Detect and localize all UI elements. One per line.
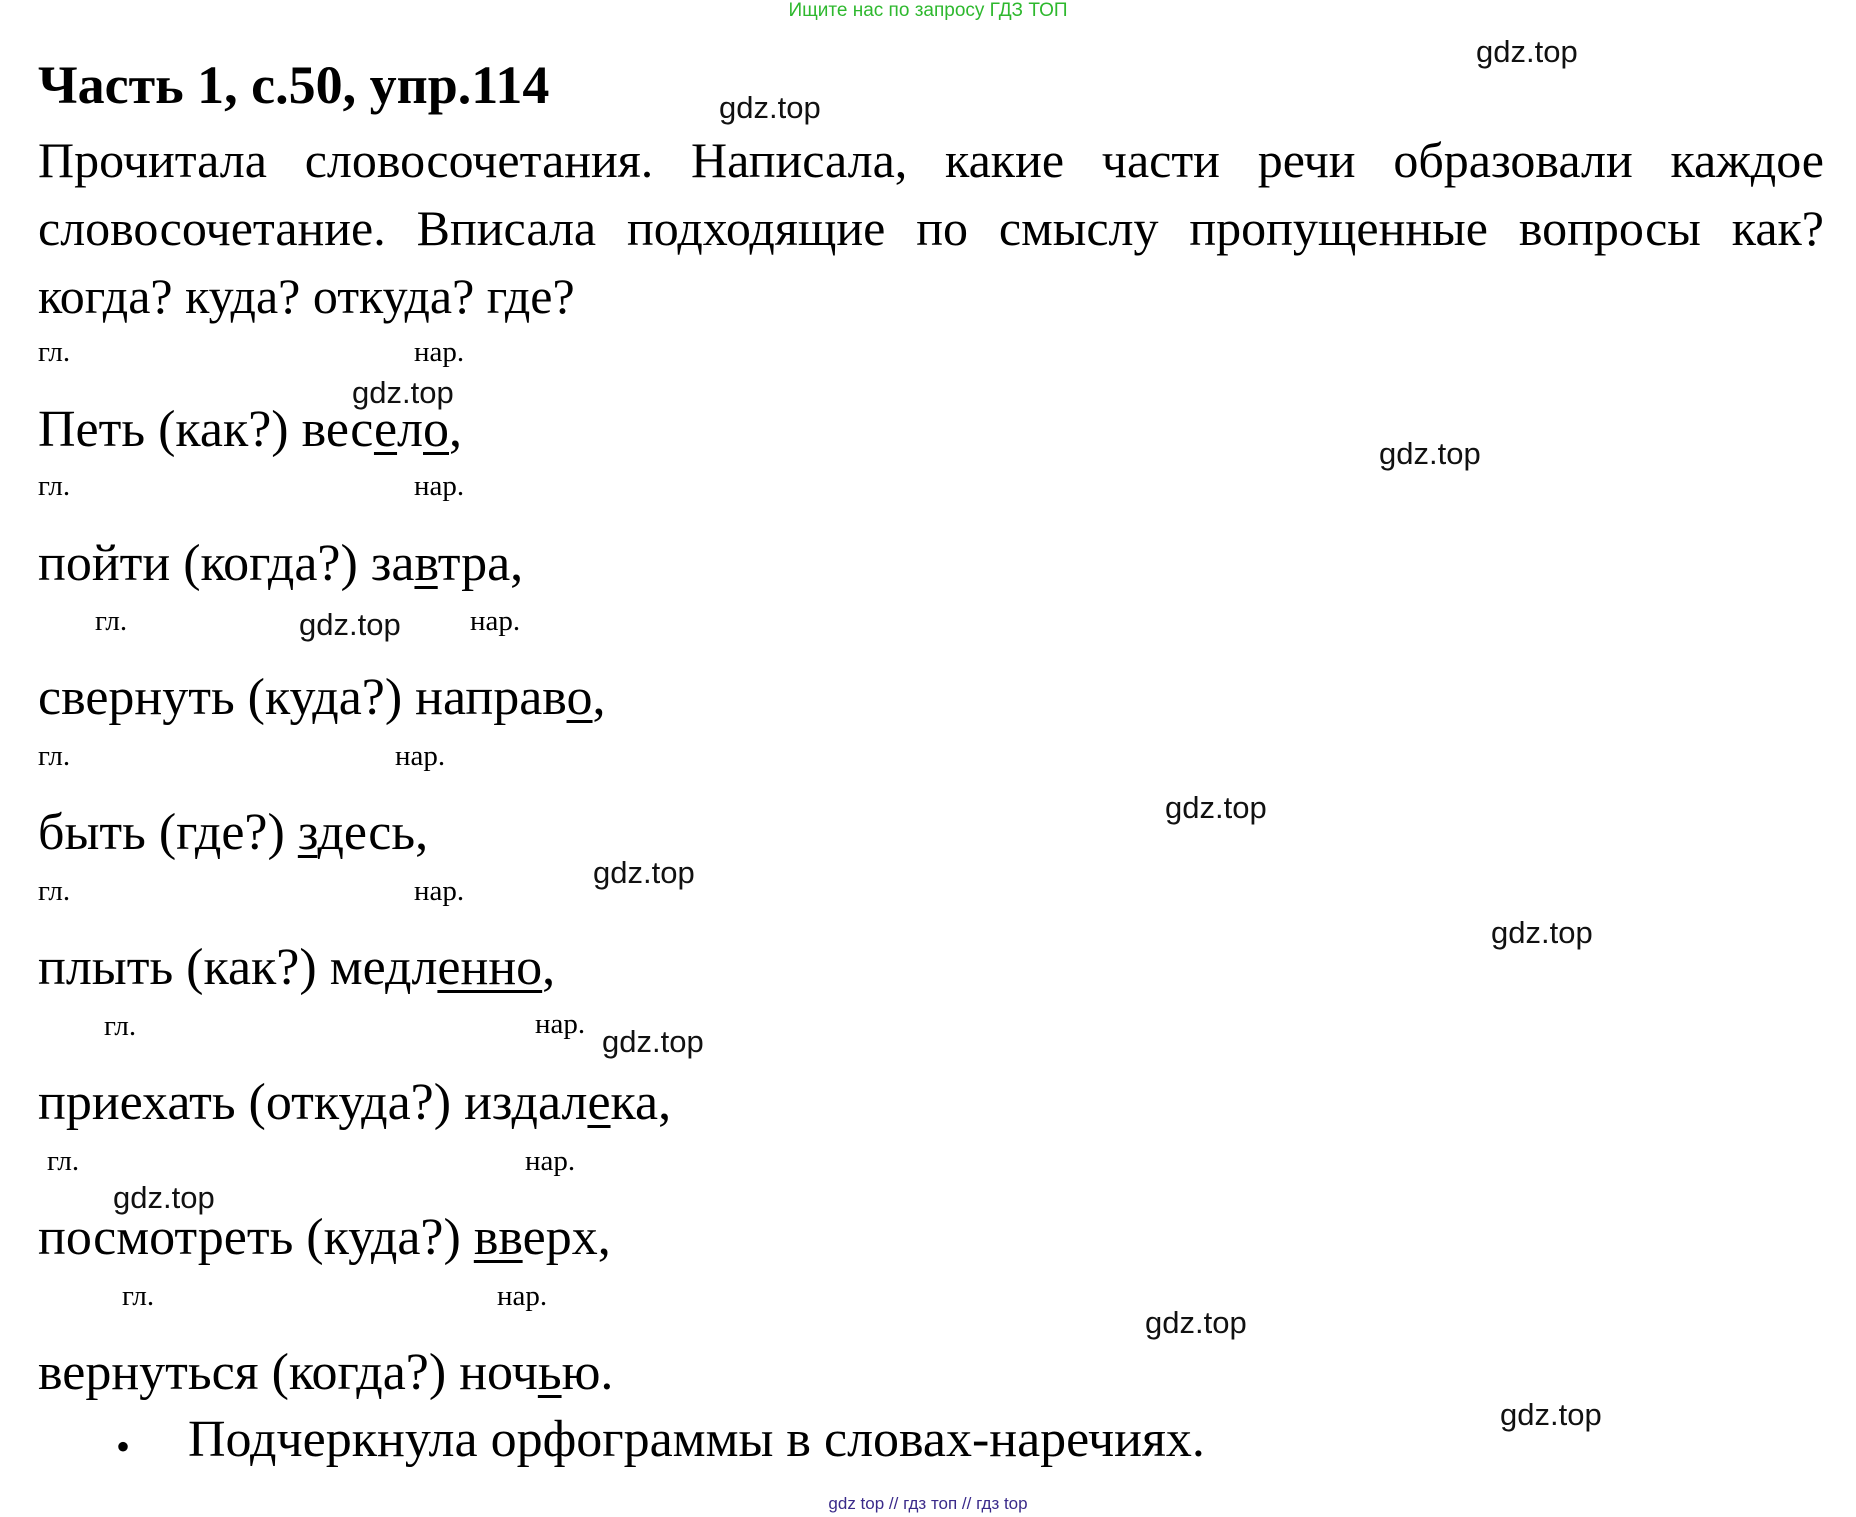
- phrase-5: плыть (как?) медленно,: [38, 939, 556, 996]
- bullet-text: Подчеркнула орфограммы в словах-наречиях.: [188, 1411, 1205, 1468]
- adverb-label: нар.: [535, 1008, 586, 1040]
- search-hint-link[interactable]: Ищите нас по запросу ГДЗ ТОП: [788, 0, 1068, 21]
- adverb-label: нар.: [414, 336, 465, 368]
- watermark: gdz.top: [1145, 1305, 1247, 1340]
- phrase-8: вернуться (когда?) ночью.: [38, 1344, 614, 1401]
- watermark: gdz.top: [299, 607, 401, 642]
- watermark: gdz.top: [719, 90, 821, 125]
- watermark: gdz.top: [1379, 436, 1481, 471]
- verb-label: гл.: [95, 605, 128, 637]
- verb-label: гл.: [47, 1145, 80, 1177]
- watermark: gdz.top: [113, 1180, 215, 1215]
- verb-label: гл.: [38, 740, 71, 772]
- verb-label: гл.: [38, 875, 71, 907]
- watermark: gdz.top: [1476, 34, 1578, 69]
- verb-label: гл.: [122, 1280, 155, 1312]
- watermark: gdz.top: [1500, 1397, 1602, 1432]
- phrase-3: свернуть (куда?) направо,: [38, 669, 606, 726]
- watermark: gdz.top: [1165, 790, 1267, 825]
- bullet-icon: •: [116, 1424, 131, 1469]
- adverb-label: нар.: [395, 740, 446, 772]
- watermark: gdz.top: [593, 855, 695, 890]
- footer-links[interactable]: gdz top // гдз топ // гдз top: [828, 1494, 1028, 1513]
- adverb-label: нар.: [470, 605, 521, 637]
- adverb-label: нар.: [497, 1280, 548, 1312]
- watermark: gdz.top: [602, 1024, 704, 1059]
- verb-label: гл.: [104, 1010, 137, 1042]
- phrase-2: пойти (когда?) завтра,: [38, 535, 524, 592]
- adverb-label: нар.: [414, 875, 465, 907]
- verb-label: гл.: [38, 470, 71, 502]
- phrase-4: быть (где?) здесь,: [38, 804, 429, 861]
- watermark: gdz.top: [1491, 915, 1593, 950]
- watermark: gdz.top: [352, 375, 454, 410]
- phrase-6: приехать (откуда?) издалека,: [38, 1074, 672, 1131]
- phrase-7: посмотреть (куда?) вверх,: [38, 1209, 611, 1266]
- task-description: Прочитала словосочетания. Написала, какие части речи образовали каждое словосочетание. Вписала подходящие по смыслу пропущенные вопросы как? когда? куда? откуда? где?: [38, 132, 1824, 324]
- page-title: Часть 1, с.50, упр.114: [38, 55, 550, 115]
- adverb-label: нар.: [414, 470, 465, 502]
- phrase-1: Петь (как?) весело,: [38, 401, 462, 458]
- verb-label: гл.: [38, 336, 71, 368]
- adverb-label: нар.: [525, 1145, 576, 1177]
